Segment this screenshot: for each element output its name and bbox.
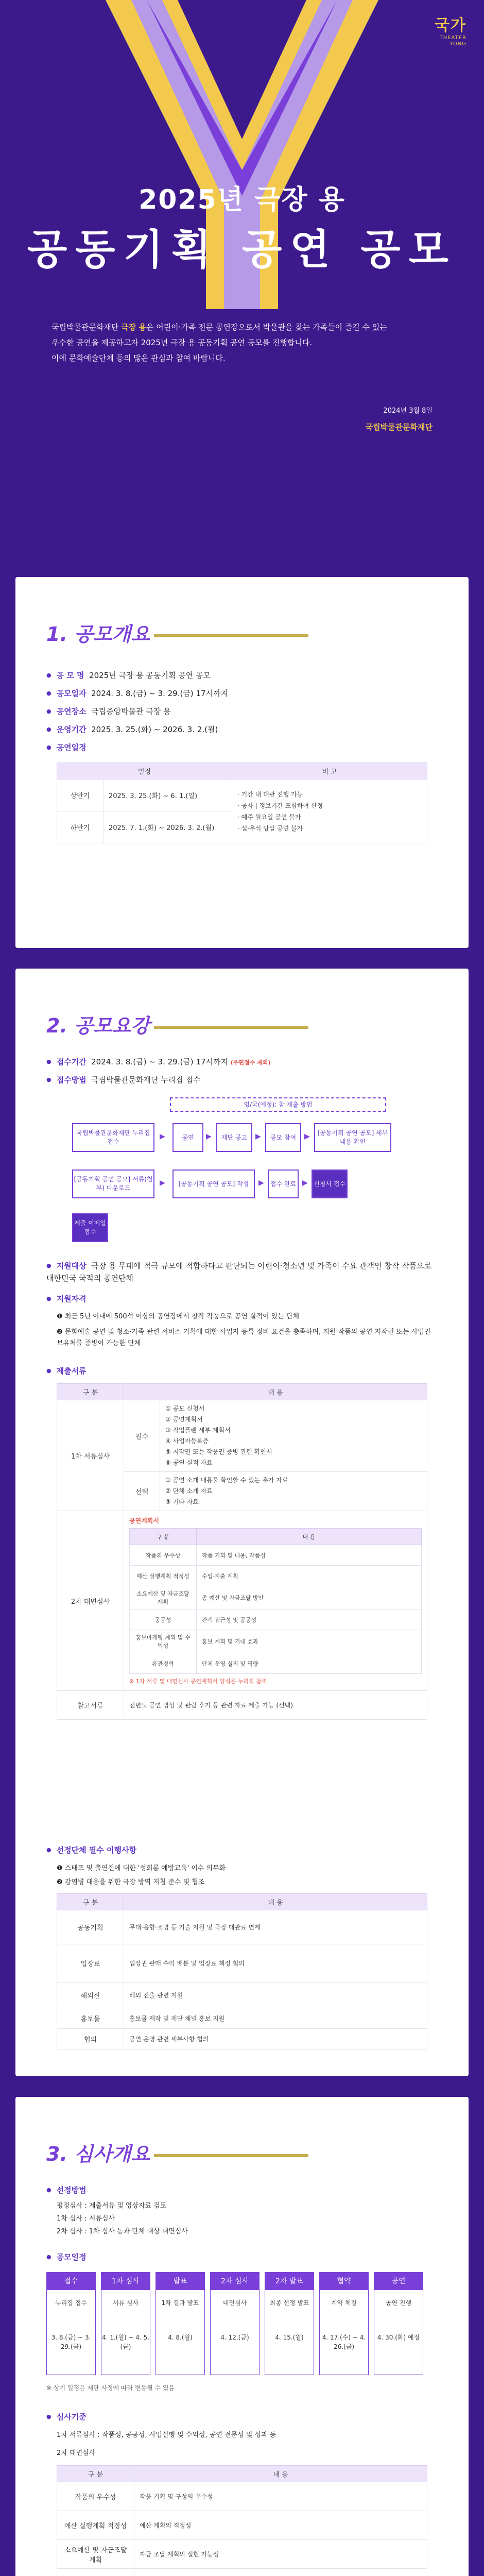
schedule-table: 일정 비 고 상반기 2025. 3. 25.(화) ~ 6. 1.(일) · 기간 내 대관 진행 가능 · 공사 | 정보기간 포함하여 산정 · 예주 월요일 공연 불가 · 설·추석 당일 공연 불가 하반기 2025. 7. 1.(화) ~ 2026. 3. 2.(월) bbox=[57, 762, 427, 843]
announce-date: 2024년 3월 8일 bbox=[383, 407, 433, 415]
announce-org: 국립박물관문화재단 bbox=[365, 422, 433, 432]
section-title: 2. 공모요강 bbox=[46, 1010, 308, 1038]
obligations-table: 구 분 내 용 공동기획 무대·음향·조명 등 기술 지원 및 극장 대관료 면제 입장료 입장권 판매 수익 배분 및 입장료 책정 협의 해외신 해외 진출 관련 지원 홍보물 홍보물 제작 및 재단 채널 홍보 지원 협의 공연 운영 관련 세부사항 협의 bbox=[57, 1893, 427, 2049]
section-overview: 1. 공모개요 ● 공 모 명 2025년 극장 용 공동기획 공연 공모 ● 공모일자 2024. 3. 8.(금) ~ 3. 29.(금) 17시까지 ● 공연장소 국립중앙박물관 극장 용 ● 운영기간 2025. 3. 25.(화) ~ 2026. 3. 2.(월) ● 공연일정 일정 비 고 상반기 2025. 3. 25.(화) ~ 6. 1.(일) · 기간 내 대관 진행 가능 · 공사 | 정보기간 포함하여 산정 · 예주 월요일 공연 불가 · 설·추석 당일 공연 불가 하반기 2025. 7. 1.(화) ~ 2026. 3. 2.(월) bbox=[15, 577, 469, 948]
section-review: 3. 심사개요 ● 선정방법 평정심사 : 제출서류 및 영상자료 검토 1차 심사 : 서류심사 2차 심사 : 1차 심사 통과 단체 대상 대면심사 ● 공모일정 접수 누리집 접수 3. 8.(금) ~ 3. 29.(금) 1차 심사 서류 심사 4. 1.(월) ~ 4. 5.(금) 발표 1차 결과 발표 4. 8.(월) 2차 심사 대면심사 4. 12.(금) 2차 발표 최종 선정 발표 4. 15.(월) 협약 계약 체결 4. 17.(수) ~ 4. 26.(금) 공연 공연 진행 4. 30.(화) 예정 ※ 상기 일정은 재단 사정에 따라 변동될 수 있음 ● 심사기준 1차 서류심사 : 작품성, 공공성, 사업실행 및 수익성, 공연 전문성 및 성과 등 2차 대면심사 구 분 내 용 작품의 우수성 작품 기획 및 구성의 우수성 예산 실행계획 적정성 예산 계획의 적정성 소요예산 및 자금조달계획 자금 조달 계획의 실현 가능성 bbox=[15, 2097, 469, 2576]
hero-banner bbox=[0, 0, 484, 577]
brand-logo: 국가 THEATER YONG bbox=[435, 16, 466, 47]
section-title: 3. 심사개요 bbox=[46, 2138, 308, 2166]
hero-intro: 국립박물관문화재단 극장 용은 어린이·가족 전문 공연장으로서 박물관을 찾는 가족들이 즐길 수 있는 우수한 공연을 제공하고자 2025년 극장 용 공동기획 공연 공모를 진행합니다. 이에 문화예술단체 등의 많은 관심과 참여 바랍니다. bbox=[51, 323, 387, 363]
criteria-table: 구 분 내 용 작품의 우수성 작품 기획 및 구성의 우수성 예산 실행계획 적정성 예산 계획의 적정성 소요예산 및 자금조달계획 자금 조달 계획의 실현 가능성 bbox=[57, 2465, 427, 2576]
section-guidelines: 2. 공모요강 ● 접수기간 2024. 3. 8.(금) ~ 3. 29.(금) 17시까지 (우편접수 제외) ● 접수방법 국립박물관문화재단 누리집 접수 영/국(예정): 참 제출 방법 국립박물관문화재단 누리집 접수 공연 재단 공고 공모 참여 [공동기획 공연 공모] 세부내용 확인 [공동기획 공연 공모] 서류(첨부) 다운로드 [공동기획 공연 공모] 작성 접수 완료 신청서 접수 제출 이메일 접수 ▶ ▶ ▶ ▶ ▶ ▶ ▶ ● 지원대상 극장 용 무대에 적극 규모에 적합하다고 판단되는 어린이·청소년 및 가족이 수요 관객인 창작 작품으로 대한민국 국적의 공연단체 ● 지원자격 ❶ 최근 5년 이내에 500석 이상의 공연장에서 창작 작품으로 공연 실적이 있는 단체 ❷ 문화예술 공연 및 청소·가족 관련 서비스 기획에 대한 사업자 등록 정비 요건을 충족하며, 지원 작품의 공연 저작권 또는 사업권 보유처를 증빙이 가능한 단체 ● 제출서류 구 분 내 용 1차 서류심사 필수 ① 공모 신청서 ② 공연계획서 ③ 작업플랜 세부 계획서 ④ 사업자등록증 ⑤ 저작권 또는 작품권 증빙 관련 확인서 ⑥ 공연 실적 자료 선택 ① 공연 소개 내용물 확인할 수 있는 추가 자료 ② 단체 소개 자료 ③ 기타 자료 2차 대면심사 공연계획서 구 분 내 용 작품의 우수성 작품 기획 및 내용, 작품성 예산 실행계획 적정성 수입·지출 계획 소요예산 및 자금조달계획 총 예산 및 자금조달 방안 공공성 관객 접근성 및 공공성 홍보마케팅 계획 및 수익성 홍보 계획 및 기대 효과 유관경력 단체 운영 실적 및 역량 ※ 1차 서류 및 대면심사 공연계획서 양식은 누리집 참조 참고서류 전년도 공연 영상 및 관람 후기 등 관련 자료 제출 가능 (선택) ● 선정단체 필수 이행사항 ❶ 스태프 및 출연진에 대한 '성희롱 예방교육' 이수 의무화 ❷ 감염병 대응을 위한 극장 방역 지침 준수 및 협조 구 분 내 용 공동기획 무대·음향·조명 등 기술 지원 및 극장 대관료 면제 입장료 입장권 판매 수익 배분 및 입장료 책정 협의 해외신 해외 진출 관련 지원 홍보물 홍보물 제작 및 재단 채널 홍보 지원 협의 공연 운영 관련 세부사항 협의 bbox=[15, 969, 469, 2076]
section-title: 1. 공모개요 bbox=[46, 618, 308, 647]
hero-title-year: 2025년 극장 용 bbox=[139, 184, 345, 215]
hero-title-main: 공동기획 공연 공모 bbox=[27, 226, 457, 274]
documents-table: 구 분 내 용 1차 서류심사 필수 ① 공모 신청서 ② 공연계획서 ③ 작업플랜 세부 계획서 ④ 사업자등록증 ⑤ 저작권 또는 작품권 증빙 관련 확인서 ⑥ 공연 실적 자료 선택 ① 공연 소개 내용물 확인할 수 있는 추가 자료 ② 단체 소개 자료 ③ 기타 자료 2차 대면심사 공연계획서 구 분 내 용 작품의 우수성 작품 기획 및 내용, 작품성 예산 실행계획 적정성 수입·지출 계획 소요예산 및 자금조달계획 총 예산 및 자금조달 방안 공공성 관객 접근성 및 공공성 홍보마케팅 계획 및 수익성 홍보 계획 및 기대 효과 유관경력 단체 운영 실적 및 역량 ※ 1차 서류 및 대면심사 공연계획서 양식은 누리집 참조 참고서류 전년도 공연 영상 및 관람 후기 등 관련 자료 제출 가능 (선택) bbox=[57, 1383, 427, 1720]
